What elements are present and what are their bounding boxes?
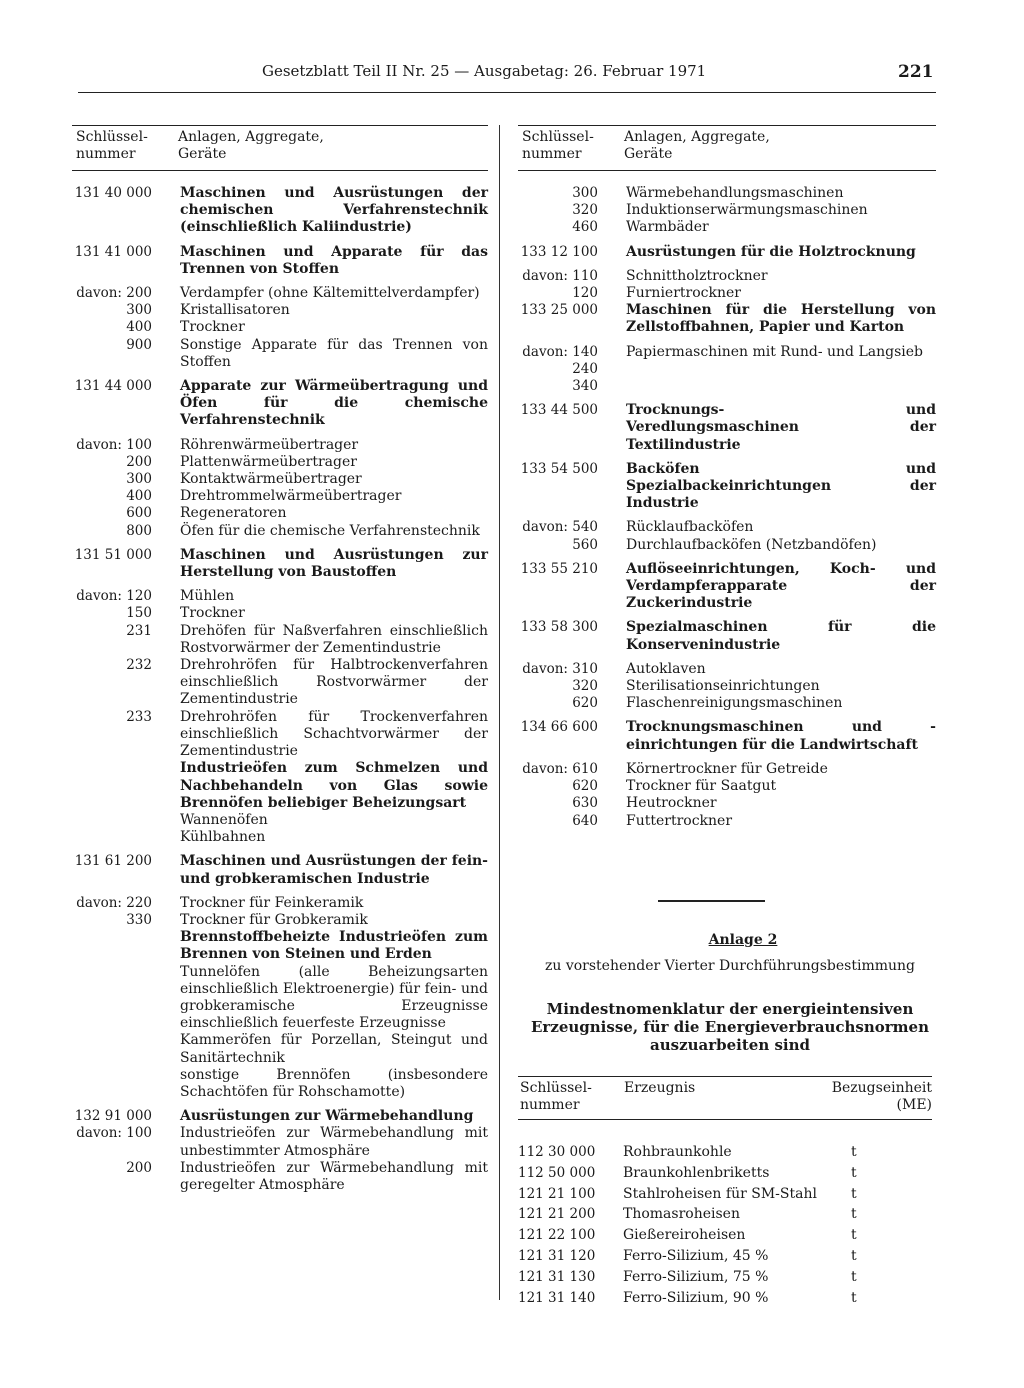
entry-code: 640 [572,812,598,829]
entry-description: Körnertrockner für Getreide [626,760,828,777]
product-name: Ferro-Silizium, 45 % [623,1247,769,1264]
key-column-heading: Schlüssel- nummer [76,129,148,162]
entry-row [518,795,936,812]
entry-description: Ausrüstungen zur Wärmebehandlung [180,1108,474,1125]
entry-code: 233 [126,708,152,725]
entry-description: Mühlen [180,588,235,605]
entry-description: Kontaktwärmeübertrager [180,471,362,488]
entry-description: Trocknungsmaschinen und -einrichtungen für die Landwirtschaft [626,719,936,753]
product-unit: t [851,1268,857,1285]
right-entry-list [518,185,936,830]
entry-description: Auflöseeinrichtungen, Koch- und Verdampferapparate der Zuckerindustrie [626,560,936,612]
entry-row [72,853,488,887]
product-code: 121 31 120 [518,1247,596,1264]
entry-description [626,361,936,378]
entry-description: Warmbäder [626,219,709,236]
entry-row [72,812,488,829]
entry-row [518,813,936,830]
entry-code: 330 [126,911,152,928]
entry-description: sonstige Brennöfen (insbesondere Schachtöfen für Rohschamotte) [180,1066,488,1100]
entry-row [72,929,488,963]
entry-description: Drehrohröfen für Halbtrockenverfahren einschließlich Rostvorwärmer der Zementindustrie [180,657,488,708]
entry-code: 150 [126,605,152,622]
entry-row [518,202,936,219]
entry-row [72,488,488,505]
entry-row [518,302,936,336]
entry-description: Trockner für Grobkeramik [180,911,368,928]
entry-row [518,244,936,261]
product-code: 121 21 200 [518,1206,596,1223]
product-unit: t [851,1164,857,1181]
entry-description: Spezialmaschinen für die Konservenindustrie [626,619,936,653]
product-row [518,1204,932,1225]
entry-row [72,709,488,761]
entry-description: Schnittholztrockner [626,267,768,284]
entry-code: 460 [572,219,598,236]
product-code: 121 31 140 [518,1289,596,1306]
product-row [518,1184,932,1205]
entry-code: davon: 100 [76,436,152,453]
product-code: 121 31 130 [518,1268,596,1285]
entry-code: 900 [126,336,152,353]
entry-code: 620 [572,695,598,712]
entry-description: Röhrenwärmeübertrager [180,436,359,453]
entry-description: Trockner [180,605,245,622]
product-unit: t [851,1247,857,1264]
entry-description: Maschinen und Ausrüstungen zur Herstellung von Baustoffen [180,546,488,581]
product-name: Braunkohlenbriketts [623,1164,770,1181]
product-unit: t [851,1289,857,1306]
entry-code: 200 [126,1159,152,1176]
left-column-header [72,125,488,171]
entry-row [72,657,488,709]
right-column-header [518,125,936,171]
product-name: Gießereiroheisen [623,1227,746,1244]
entry-code [72,964,152,1033]
entry-row [72,244,488,278]
entry-row [72,523,488,540]
entry-code: 132 91 000 [74,1108,152,1125]
entry-row [72,1067,488,1101]
entry-code [72,812,152,829]
entry-description: Kühlbahnen [180,829,266,846]
product-row [518,1288,932,1309]
product-name: Ferro-Silizium, 90 % [623,1289,769,1306]
entry-row [518,519,936,536]
entry-description: Drehrohröfen für Trockenverfahren einschließlich Schachtvorwärmer der Zementindustrie [180,708,488,760]
entry-description: Industrieöfen zur Wärmebehandlung mit geregelter Atmosphäre [180,1159,488,1193]
entry-description: Maschinen für die Herstellung von Zellstoffbahnen, Papier und Karton [626,302,936,336]
entry-description: Backöfen und Spezialbackeinrichtungen der Industrie [626,460,936,512]
entry-code: 131 41 000 [74,243,152,260]
products-list [518,1142,932,1308]
entry-description: Papiermaschinen mit Rund- und Langsieb [626,343,923,360]
product-unit: t [851,1227,857,1244]
entry-description: Maschinen und Apparate für das Trennen von Stoffen [180,243,488,277]
entry-code: 320 [572,202,598,219]
nomenclature-heading: Mindestnomenklatur der energieintensiven Erzeugnisse, für die Energieverbrauchsnormen auszuarbeiten sind [530,1000,930,1054]
product-row [518,1163,932,1184]
entry-description [626,378,936,395]
entry-code: davon: 610 [522,760,598,777]
product-unit: t [851,1185,857,1202]
entry-description: Industrieöfen zur Wärmebehandlung mit unbestimmter Atmosphäre [180,1125,488,1159]
products-table-header [518,1076,932,1120]
product-unit: t [851,1144,857,1160]
entry-description: Induktionserwärmungsmaschinen [626,202,868,219]
entry-description: Brennstoffbeheizte Industrieöfen zum Brennen von Steinen und Erden [180,929,488,963]
product-code: 121 22 100 [518,1227,596,1244]
entry-code: 630 [572,795,598,812]
left-entry-list [72,185,488,1194]
entry-row [72,1032,488,1066]
entry-row [518,344,936,361]
entry-code: davon: 220 [76,894,152,911]
entry-code: 131 40 000 [74,185,152,201]
entry-code: 800 [126,522,152,539]
entry-description: Heutrockner [626,795,717,812]
entry-code: 133 12 100 [520,243,598,260]
entry-row [72,760,488,812]
entry-code [72,760,152,812]
entry-code: 133 55 210 [520,560,598,577]
product-unit: t [851,1206,857,1223]
entry-description: Wärmebehandlungsmaschinen [626,185,844,201]
entry-row [72,505,488,522]
product-row [518,1225,932,1246]
entry-row [518,761,936,778]
entry-code: 131 61 200 [74,853,152,870]
entry-row [72,1160,488,1194]
entry-code: 133 44 500 [520,402,598,419]
entry-code: 133 58 300 [520,619,598,636]
entry-code: davon: 310 [522,660,598,677]
page-number: 221 [898,62,934,82]
entry-row [518,778,936,795]
entry-row [518,185,936,202]
entry-row [72,623,488,657]
entry-row [72,547,488,581]
entry-code: 600 [126,505,152,522]
entry-description: Verdampfer (ohne Kältemittelverdampfer) [180,285,480,302]
products-unit-heading: Bezugseinheit (ME) [831,1080,932,1113]
entry-description: Drehöfen für Naßverfahren einschließlich Rostvorwärmer der Zementindustrie [180,622,488,656]
entry-row [518,619,936,653]
product-row [518,1267,932,1288]
entry-row [518,678,936,695]
entry-description: Autoklaven [626,660,706,677]
entry-description: Regeneratoren [180,505,287,522]
entry-description: Trocknungs- und Veredlungsmaschinen der Textilindustrie [626,402,936,453]
entry-code: 131 51 000 [74,546,152,563]
entry-code: 300 [572,185,598,201]
entry-row [72,964,488,1033]
entry-row [72,1125,488,1159]
section-divider [658,900,765,902]
entry-row [72,378,488,430]
products-table [518,1076,932,1308]
entry-description: Ausrüstungen für die Holztrocknung [626,243,916,260]
entry-description: Apparate zur Wärmeübertragung und Öfen für die chemische Verfahrenstechnik [180,378,488,429]
entry-description: Kammeröfen für Porzellan, Steingut und Sanitärtechnik [180,1032,488,1066]
entry-row [72,437,488,454]
entry-code: 560 [572,536,598,553]
product-name: Rohbraunkohle [623,1144,732,1160]
entry-row [518,561,936,613]
entry-row [518,219,936,236]
entry-description: Trockner [180,319,245,336]
entry-description: Furniertrockner [626,285,741,302]
equipment-column-heading: Anlagen, Aggregate, Geräte [624,129,770,162]
entry-code: 200 [126,453,152,470]
entry-code [72,1067,152,1101]
entry-description: Kristallisatoren [180,302,290,319]
page-header-title: Gesetzblatt Teil II Nr. 25 — Ausgabetag: 26. Februar 1971 [262,62,707,80]
entry-code: 340 [572,378,598,395]
entry-row [72,185,488,237]
entry-row [72,829,488,846]
entry-description: Rücklaufbacköfen [626,519,754,536]
entry-code: 300 [126,471,152,488]
entry-description: Futtertrockner [626,812,733,829]
entry-row [72,1108,488,1125]
entry-description: Durchlaufbacköfen (Netzbandöfen) [626,536,877,553]
entry-row [72,912,488,929]
product-code: 112 30 000 [518,1144,596,1160]
entry-code: davon: 200 [76,285,152,302]
entry-description: Wannenöfen [180,811,268,828]
left-column [72,125,488,1194]
entry-code: 131 44 000 [74,378,152,395]
product-code: 121 21 100 [518,1185,596,1202]
entry-code: 320 [572,678,598,695]
entry-row [518,402,936,454]
entry-row [518,719,936,753]
entry-description: Maschinen und Ausrüstungen der chemischen Verfahrenstechnik (einschließlich Kaliindustrie) [180,185,488,236]
entry-code [72,1032,152,1066]
entry-row [72,471,488,488]
entry-row [518,661,936,678]
entry-code: 133 25 000 [520,302,598,319]
entry-code: 134 66 600 [520,719,598,736]
entry-row [72,319,488,336]
products-product-heading: Erzeugnis [624,1080,696,1096]
entry-code: 300 [126,302,152,319]
entry-code: 240 [572,360,598,377]
product-name: Thomasroheisen [623,1206,740,1223]
entry-code: davon: 100 [76,1125,152,1142]
entry-row [518,461,936,513]
entry-code: 133 54 500 [520,460,598,477]
entry-description: Industrieöfen zum Schmelzen und Nachbehandeln von Glas sowie Brennöfen beliebiger Beheizungsart [180,760,488,811]
anlage-subtitle: zu vorstehender Vierter Durchführungsbestimmung [544,958,915,974]
entry-description: Plattenwärmeübertrager [180,453,357,470]
entry-code: 620 [572,778,598,795]
products-key-heading: Schlüssel- nummer [520,1080,592,1113]
entry-code [72,929,152,963]
entry-code [72,829,152,846]
entry-description: Öfen für die chemische Verfahrenstechnik [180,522,480,539]
entry-row [518,537,936,554]
entry-row [518,695,936,712]
entry-row [518,268,936,285]
entry-code: 231 [126,622,152,639]
entry-code: 232 [126,657,152,674]
entry-row [72,285,488,302]
entry-description: Drehtrommelwärmeübertrager [180,488,402,505]
entry-description: Maschinen und Ausrüstungen der fein- und grobkeramischen Industrie [180,853,488,887]
entry-row [518,285,936,302]
product-name: Stahlroheisen für SM-Stahl [623,1185,817,1202]
entry-row [72,454,488,471]
header-rule [78,92,936,93]
equipment-column-heading: Anlagen, Aggregate, Geräte [178,129,324,162]
entry-row [72,588,488,605]
entry-row [72,605,488,622]
product-row [518,1142,932,1163]
entry-description: Tunnelöfen (alle Beheizungsarten einschließlich Elektroenergie) für fein- und grobkeramische Erzeugnisse einschließlich feuerfeste Erzeugnisse [180,963,488,1032]
column-separator [499,125,500,1300]
key-column-heading: Schlüssel- nummer [522,129,594,162]
entry-row [72,337,488,371]
entry-description: Flaschenreinigungsmaschinen [626,695,843,712]
entry-row [72,895,488,912]
product-code: 112 50 000 [518,1164,596,1181]
entry-code: 400 [126,319,152,336]
entry-row [72,302,488,319]
product-name: Ferro-Silizium, 75 % [623,1268,769,1285]
entry-code: davon: 110 [522,267,598,284]
product-row [518,1246,932,1267]
entry-code: davon: 140 [522,343,598,360]
entry-code: davon: 540 [522,519,598,536]
entry-description: Sonstige Apparate für das Trennen von Stoffen [180,336,488,370]
entry-row [518,378,936,395]
entry-description: Trockner für Feinkeramik [180,894,364,911]
entry-code: davon: 120 [76,588,152,605]
entry-code: 400 [126,488,152,505]
entry-description: Sterilisationseinrichtungen [626,678,820,695]
right-column [518,125,936,830]
anlage-title: Anlage 2 [708,932,778,948]
entry-row [518,361,936,378]
entry-description: Trockner für Saatgut [626,778,777,795]
entry-code: 120 [572,285,598,302]
